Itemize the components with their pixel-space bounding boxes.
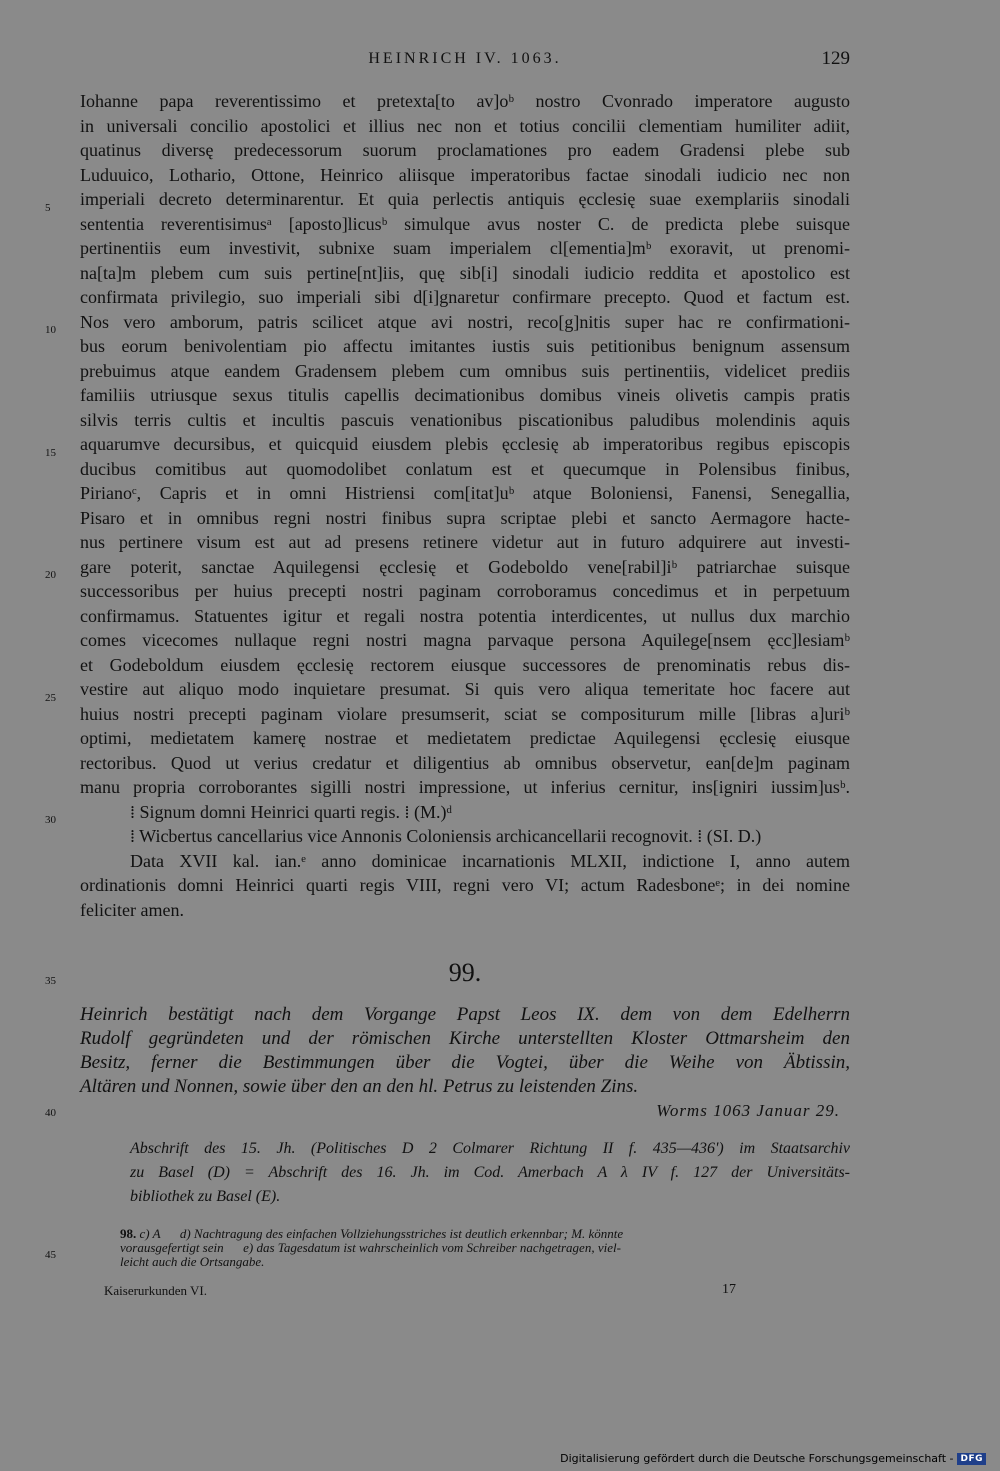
text-line: nus pertinere visum est aut ad presens retinere videtur aut in futuro adquirere aut investi- <box>80 532 850 552</box>
line-number: 10 <box>45 324 56 336</box>
text-line: familiis utriusque sexus titulis capellis decimationibus domibus vineis olivetis campis pratis <box>80 385 850 405</box>
funding-credit-text[interactable]: Digitalisierung gefördert durch die Deutsche Forschungsgemeinschaft - <box>560 1452 954 1465</box>
text-line: quatinus diversę predecessorum suorum proclamationes pro eadem Gradensi plebe sub <box>80 140 850 160</box>
line-number: 35 <box>45 975 56 987</box>
line-number: 40 <box>45 1107 56 1119</box>
tradition-line: zu Basel (D) = Abschrift des 16. Jh. im Cod. Amerbach A λ IV f. 127 der Universitäts- <box>130 1164 850 1181</box>
footnotes <box>120 1227 850 1269</box>
text-line: Luduuico, Lothario, Ottone, Heinrico aliisque imperatoribus factae sinodali iudicio nec non <box>80 164 850 185</box>
text-line: optimi, medietatem kamerę nostrae et medietatem predictae Aquilegensi ęcclesię eiusque <box>80 728 850 748</box>
regest-line: Rudolf gegründeten und der römischen Kirche unterstellten Kloster Ottmarsheim den <box>80 1028 850 1049</box>
text-line: bus eorum benivolentiam pio affectu imitantes iustis suis petitionibus benignum assensum <box>80 336 850 356</box>
text-line: in universali concilio apostolici et illius nec non et totius concilii clementiam humiliter adiit, <box>80 115 850 136</box>
text-line: pertinentiis eum investivit, subnixe suam imperialem cl[ementia]mᵇ exoravit, ut prenomi- <box>80 238 850 258</box>
line-number: 15 <box>45 447 56 459</box>
charter-text <box>45 89 850 922</box>
text-line: Pirianoᶜ, Capris et in omni Histriensi com[itat]uᵇ atque Boloniensi, Fanensi, Senegallia, <box>80 483 850 503</box>
text-line: manu propria corroborantes sigilli nostri impressione, ut inferius cernitur, ins[igniri iussim]usᵇ. <box>80 777 850 797</box>
regest <box>80 1003 850 1099</box>
line-number: 5 <box>45 202 51 214</box>
dating-line: Data XVII kal. ian.ᵉ anno dominicae incarnationis MLXII, indictione I, anno autem <box>130 850 850 871</box>
page-number: 129 <box>821 48 850 69</box>
text-line: rectoribus. Quod ut verius credatur et diligentius ab omnibus observetur, ean[de]m paginam <box>80 752 850 773</box>
date-line: Worms 1063 Januar 29. <box>656 1101 840 1120</box>
text-line: aquarumve decursibus, et quicquid eiusdem plebis ęcclesię ab imperatoribus regibus episcopis <box>80 434 850 454</box>
footnote-number: 98. <box>120 1226 137 1241</box>
sheet-number: 17 <box>722 1282 736 1297</box>
footnote-line: leicht auch die Ortsangabe. <box>120 1254 265 1269</box>
text-line: huius nostri precepti paginam violare presumserit, sciat se compositurum mille [libras a]uriᵇ <box>80 703 850 724</box>
tradition-note <box>130 1137 850 1209</box>
regest-line: Besitz, ferner die Bestimmungen über die Vogtei, über die Weihe von Äbtissin, <box>80 1052 850 1073</box>
dfg-logo-icon[interactable]: DFG <box>957 1453 986 1465</box>
collection-name: Kaiserurkunden VI. <box>104 1283 208 1298</box>
text-line: Iohanne papa reverentissimo et pretexta[to av]oᵇ nostro Cvonrado imperatore augusto <box>80 91 850 111</box>
text-line: silvis terris cultis et incultis pascuis venationibus piscationibus paludibus molendinis aquis <box>80 409 850 430</box>
running-head <box>80 50 850 74</box>
text-line: Nos vero amborum, patris scilicet atque avi nostri, reco[g]nitis super hac re confirmationi- <box>80 311 850 332</box>
text-line: confirmata privilegio, suo imperiali sibi d[i]gnaretur confirmare precepto. Quod et factum est. <box>80 287 850 307</box>
text-line: sententia reverentisimusᵃ [aposto]licusᵇ simulque avus noster C. de predicta plebe suisque <box>80 213 850 234</box>
text-line: comes vicecomes nullaque regni nostri magna parvaque persona Aquilege[nsem ęcc]lesiamᵇ <box>80 630 850 650</box>
text-line: ducibus comitibus aut quomodolibet conlatum est et quecumque in Polensibus finibus, <box>80 458 850 479</box>
recognition-line: ⁞ Wicbertus cancellarius vice Annonis Coloniensis archicancellarii recognovit. ⁞ (SI. D.) <box>130 826 762 846</box>
tradition-line: bibliothek zu Basel (E). <box>130 1188 281 1205</box>
footnote-line: vorausgefertigt sein e) das Tagesdatum ist wahrscheinlich vom Schreiber nachgetragen, viel- <box>120 1240 621 1255</box>
text-line: imperiali decreto determinarentur. Et quia perlectis antiquis ęcclesię suae exemplariis sinodali <box>80 189 850 209</box>
text-line: na[ta]m plebem cum suis pertine[nt]iis, quę sib[i] sinodali iudicio reddita et apostolico est <box>80 262 850 283</box>
footnote-line <box>120 1227 850 1241</box>
dating-line: feliciter amen. <box>80 899 184 920</box>
line-number: 20 <box>45 569 56 581</box>
regest-line: Heinrich bestätigt nach dem Vorgange Papst Leos IX. dem von dem Edelherrn <box>80 1004 850 1025</box>
text-line: prebuimus atque eandem Gradensem plebem cum omnibus suis pertinentiis, videlicet prediis <box>80 360 850 381</box>
document-number: 99. <box>448 958 482 987</box>
funding-credit[interactable] <box>560 1452 986 1465</box>
text-line: successoribus per huius precepti nostri paginam corroboramus concedimus et in perpetuum <box>80 581 850 601</box>
text-line: Pisaro et in omnibus regni nostri finibus supra scriptae plebi et sancto Aermagore hacte- <box>80 507 850 528</box>
regest-line: Altären und Nonnen, sowie über den an den hl. Petrus zu leistenden Zins. <box>80 1076 639 1097</box>
line-number: 30 <box>45 814 56 826</box>
text-line: vestire aut aliquo modo inquietare presumat. Si quis vero aliqua temeritate hoc facere aut <box>80 679 850 699</box>
signum-line: ⁞ Signum domni Heinrici quarti regis. ⁞ (M.)ᵈ <box>130 801 453 822</box>
text-line: gare poterit, sanctae Aquilegensi ęcclesię et Godeboldo vene[rabil]iᵇ patriarchae suisque <box>80 556 850 577</box>
line-number: 45 <box>45 1249 56 1261</box>
text-line: confirmamus. Statuentes igitur et regali nostra potentia interdicentes, ut nullus dux marchio <box>80 605 850 626</box>
tradition-line: Abschrift des 15. Jh. (Politisches D 2 Colmarer Richtung II f. 435—436') im Staatsarchiv <box>130 1140 850 1157</box>
dating-line: ordinationis domni Heinrici quarti regis VIII, regni vero VI; actum Radesboneᵉ; in dei nomine <box>80 875 850 895</box>
text-line: et Godeboldum eiusdem ęcclesię rectorem eiusque successores de prenominatis rebus dis- <box>80 654 850 675</box>
running-title: HEINRICH IV. 1063. <box>368 50 562 67</box>
line-number: 25 <box>45 692 56 704</box>
footnote-text: c) A d) Nachtragung des einfachen Vollziehungsstriches ist deutlich erkennbar; M. könnte <box>139 1226 624 1241</box>
